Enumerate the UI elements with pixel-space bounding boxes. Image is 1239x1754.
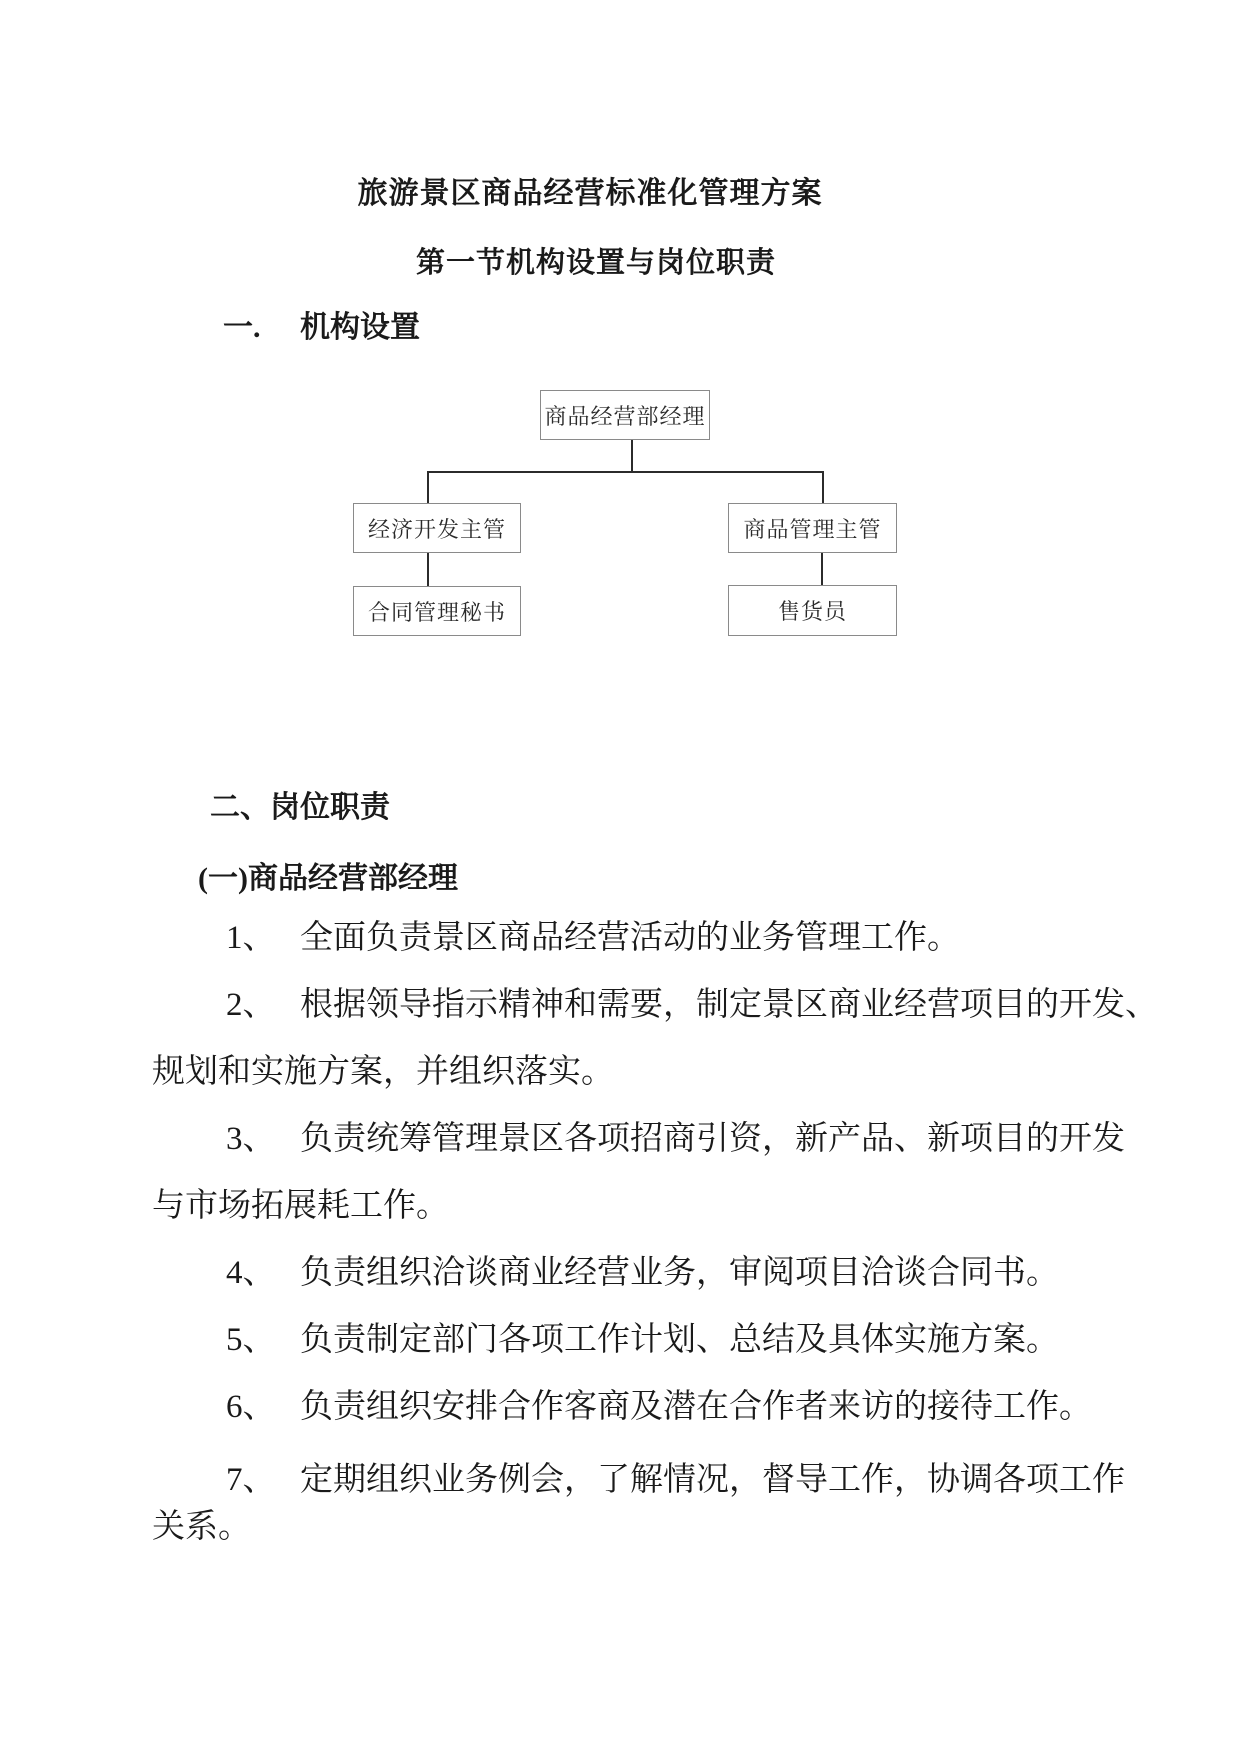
section-heading-duties [210, 782, 390, 826]
list-item-text-continuation: 关系。 [152, 1509, 251, 1545]
section-one-number: 一. [223, 311, 261, 344]
section-one-label: 机构设置 [300, 311, 420, 344]
org-box-contract-label: 合同管理秘书 [367, 599, 506, 625]
section-heading-structure [223, 302, 420, 346]
list-item [152, 1106, 1162, 1240]
list-item-text: 负责统筹管理景区各项招商引资，新产品、新项目的开发 [300, 1121, 1125, 1157]
list-item [152, 1240, 1162, 1307]
org-box-salesperson [728, 585, 897, 636]
list-item-number: 2、 [226, 987, 276, 1023]
list-item-text: 定期组织业务例会，了解情况，督导工作，协调各项工作 [300, 1462, 1125, 1498]
org-box-contract-secretary [353, 586, 521, 636]
org-box-manager [540, 390, 710, 440]
list-item-number: 5、 [226, 1322, 276, 1358]
org-box-economic-development-supervisor [353, 503, 521, 553]
list-item-text: 根据领导指示精神和需要，制定景区商业经营项目的开发、 [300, 987, 1158, 1023]
list-item-number: 4、 [226, 1255, 276, 1291]
org-box-manager-label: 商品经营部经理 [544, 403, 706, 429]
org-chart-connectors [0, 0, 1239, 700]
section-two-label: 岗位职责 [270, 791, 390, 824]
org-box-econ-label: 经济开发主管 [367, 516, 506, 542]
duty-list [152, 905, 1162, 1551]
list-item-number: 3、 [226, 1121, 276, 1157]
org-box-goods-management-supervisor [728, 503, 897, 553]
list-item-text-continuation: 规划和实施方案，并组织落实。 [152, 1054, 614, 1090]
list-item [152, 1374, 1162, 1441]
document-subtitle: 第一节机构设置与岗位职责 [415, 247, 776, 279]
list-item-text: 负责组织洽谈商业经营业务，审阅项目洽谈合同书。 [300, 1255, 1059, 1291]
list-item [152, 1457, 1162, 1551]
subsection-heading-manager: (一)商品经营部经理 [198, 862, 458, 895]
list-item [152, 972, 1162, 1106]
section-two-number: 二、 [210, 791, 270, 824]
list-item [152, 1307, 1162, 1374]
list-item-text: 负责组织安排合作客商及潜在合作者来访的接待工作。 [300, 1389, 1092, 1425]
org-box-sales-label: 售货员 [777, 599, 847, 624]
org-box-goods-label: 商品管理主管 [743, 516, 882, 542]
list-item-text-continuation: 与市场拓展耗工作。 [152, 1188, 449, 1224]
list-item-number: 1、 [226, 920, 276, 956]
list-item-text: 负责制定部门各项工作计划、总结及具体实施方案。 [300, 1322, 1059, 1358]
list-item-text: 全面负责景区商品经营活动的业务管理工作。 [300, 920, 960, 956]
list-item-number: 6、 [226, 1389, 276, 1425]
document-title: 旅游景区商品经营标准化管理方案 [357, 177, 823, 210]
list-item-number: 7、 [226, 1462, 276, 1498]
list-item [152, 905, 1162, 972]
